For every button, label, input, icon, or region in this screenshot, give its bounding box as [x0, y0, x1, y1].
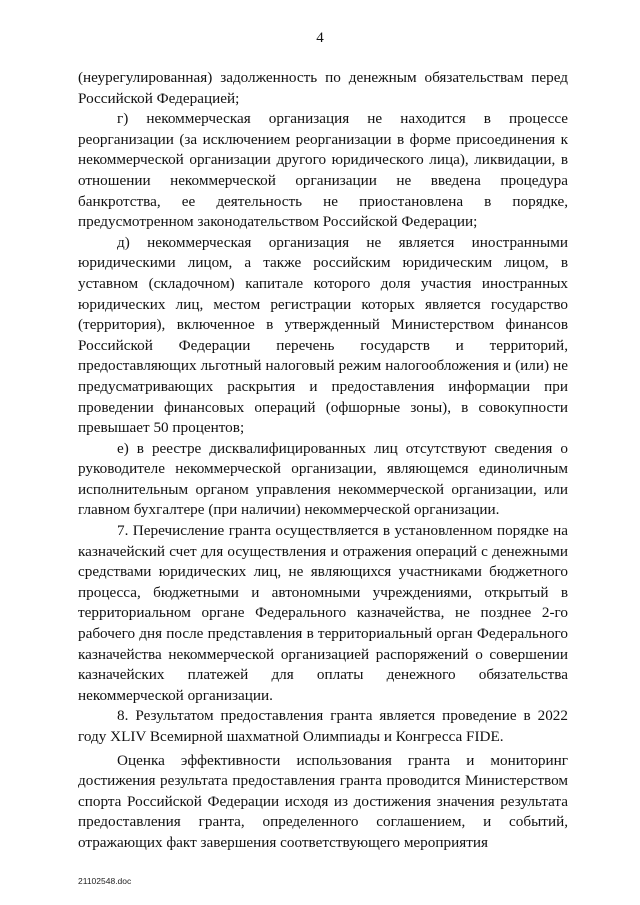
document-body: [78, 68, 568, 854]
footer-file-code: 21102548.doc: [78, 876, 132, 886]
paragraph-item-e: е) в реестре дисквалифицированных лиц отсутствуют сведения о руководителе некоммерческой организации, являющемся единоличным исполнительным органом управления некоммерческой организации, или главном бухгалтере (при наличии) некоммерческой организации.: [78, 439, 568, 519]
page-number: 4: [316, 30, 324, 46]
paragraph-evaluation: Оценка эффективности использования гранта и мониторинг достижения результата предоставления гранта проводится Министерством спорта Российской Федерации исходя из достижения значения результата предоставления гранта, определенного соглашением, и событий, отражающих факт завершения соответствующего мероприятия: [78, 751, 568, 851]
paragraph-clause-7: 7. Перечисление гранта осуществляется в установленном порядке на казначейский счет для осуществления и отражения операций с денежными средствами юридических лиц, не являющихся участниками бюджетного процесса, бюджетными и автономными учреждениями, открытый в территориальном органе Федерального казначейства, не позднее 2-го рабочего дня после представления в территориальный орган Федерального казначейства некоммерческой организацией распоряжений о совершении казначейских платежей для оплаты денежного обязательства некоммерческой организации.: [78, 522, 568, 704]
paragraph-item-d: д) некоммерческая организация не является иностранными юридическими лицом, а также российским юридическим лицом, в уставном (складочном) капитале которого доля участия иностранных юридических лиц, местом регистрации которых является государство (территория), включенное в утвержденный Министерством финансов Российской Федерации перечень государств и территорий, предоставляющих льготный налоговый режим налогообложения и (или) не предусматривающих раскрытия и предоставления информации при проведении финансовых операций (офшорные зоны), в совокупности превышает 50 процентов;: [78, 233, 568, 437]
paragraph-debt-continuation: (неурегулированная) задолженность по денежным обязательствам перед Российской Федерацией;: [78, 69, 568, 107]
paragraph-clause-8: 8. Результатом предоставления гранта является проведение в 2022 году XLIV Всемирной шахматной Олимпиады и Конгресса FIDE.: [78, 707, 568, 745]
paragraph-item-g: г) некоммерческая организация не находится в процессе реорганизации (за исключением реорганизации в форме присоединения к некоммерческой организации другого юридического лица), ликвидации, в отношении некоммерческой организации не введена процедура банкротства, ее деятельность не приостановлена в порядке, предусмотренном законодательством Российской Федерации;: [78, 110, 568, 231]
